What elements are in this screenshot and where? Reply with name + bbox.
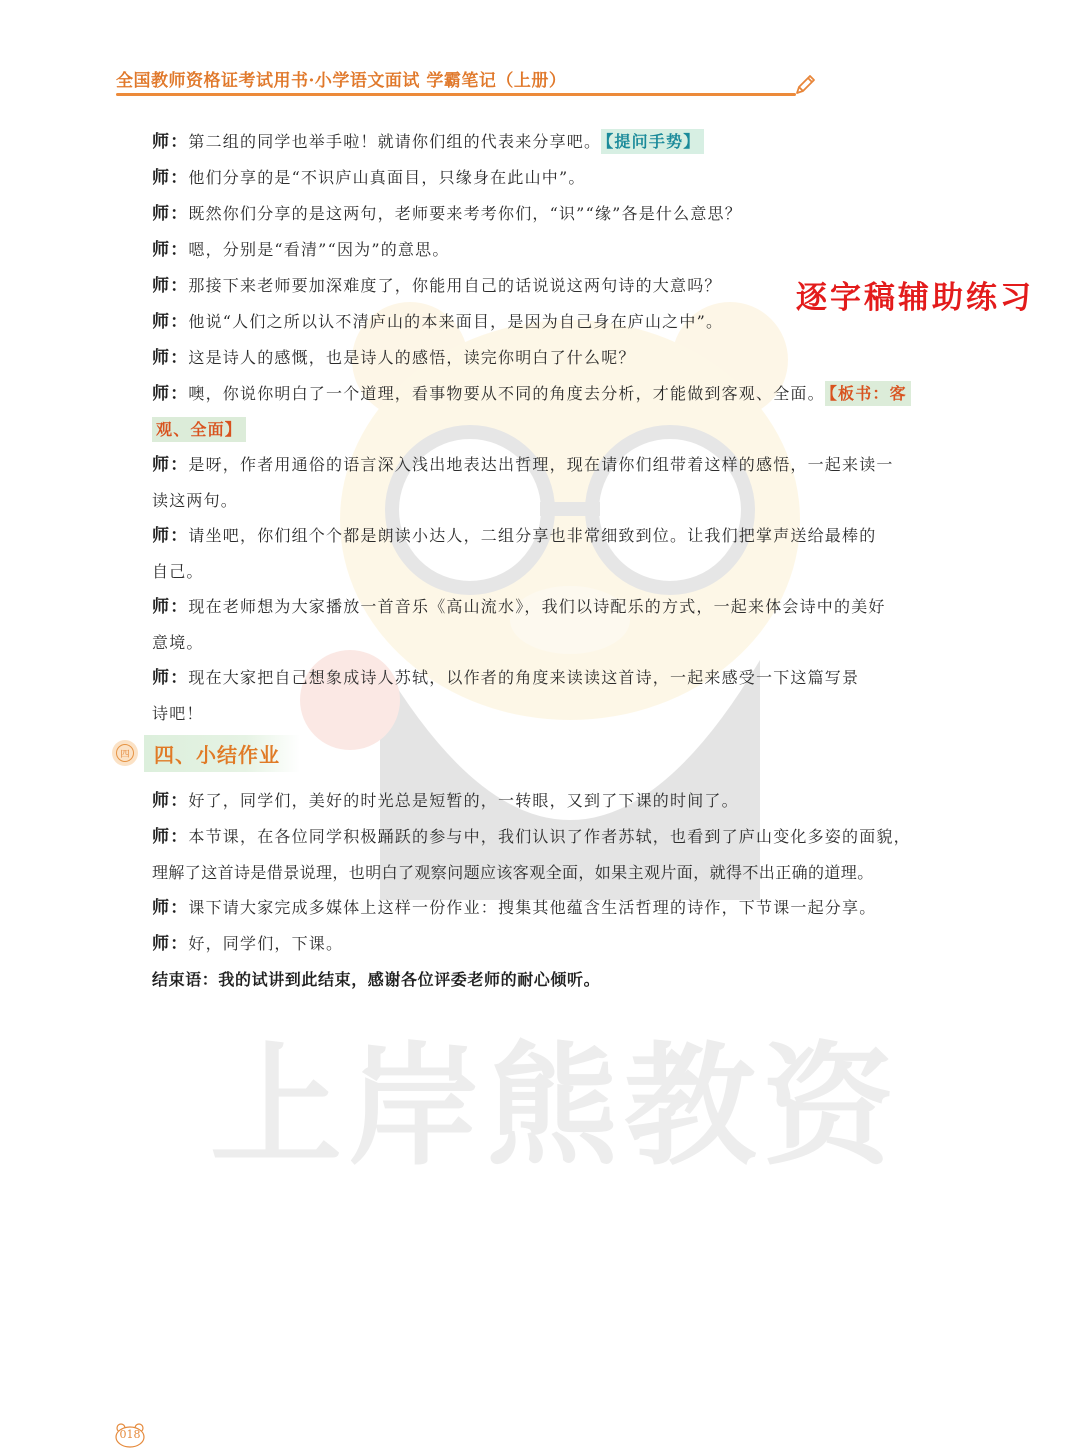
speaker-label: 师： [152,898,189,918]
dialogue-line-cont: 读这两句。 [152,491,239,510]
pencil-icon [792,72,818,98]
speaker-label: 师： [152,204,189,224]
speaker-label: 师： [152,132,189,152]
line-text: 好了，同学们，美好的时光总是短暂的，一转眼，又到了下课的时间了。 [188,791,739,810]
speaker-label: 师： [152,791,189,811]
speaker-label: 师： [152,168,189,188]
dialogue-line-cont: 意境。 [152,633,204,652]
section-title-bar [144,735,300,772]
speaker-label: 师： [152,384,189,404]
dialogue-line [152,589,962,625]
handwritten-note: 逐字稿辅助练习 [796,280,1034,316]
dialogue-line-cont: 诗吧！ [152,704,204,723]
speaker-label: 师： [152,276,189,296]
line-text: 嗯，分别是“看清”“因为”的意思。 [188,240,450,259]
dialogue-line [152,124,962,160]
line-text: 噢，你说你明白了一个道理，看事物要从不同的角度去分析，才能做到客观、全面。 [188,384,825,403]
speaker-label: 师： [152,668,189,688]
line-text: 他说“人们之所以认不清庐山的本来面目，是因为自己身在庐山之中”。 [188,312,724,331]
header-rule [116,93,796,96]
speaker-label: 师： [152,526,189,546]
dialogue-line-cont: 理解了这首诗是借景说理，也明白了观察问题应该客观全面，如果主观片面，就得不出正确的道理。 [152,863,874,882]
dialogue-line-cont [152,412,962,447]
dialogue-line [152,518,962,554]
speaker-label: 师： [152,934,189,954]
line-text: 请坐吧，你们组个个都是朗读小达人，二组分享也非常细致到位。让我们把掌声送给最棒的 [188,526,877,545]
speaker-label: 师： [152,240,189,260]
dialogue-line [152,232,962,268]
speaker-label: 师： [152,455,189,475]
section-badge-icon [112,740,138,766]
speaker-label: 师： [152,827,189,847]
dialogue-top [152,124,962,731]
line-text: 第二组的同学也举手啦！就请你们组的代表来分享吧。 [188,132,602,151]
dialogue-line [152,926,962,962]
line-text: 他们分享的是“不识庐山真面目，只缘身在此山中”。 [188,168,586,187]
dialogue-line [152,783,962,819]
line-text: 这是诗人的感慨，也是诗人的感悟，读完你明白了什么呢？ [188,348,636,367]
board-tag: 【板书：客 [825,381,911,406]
dialogue-bottom [152,783,962,997]
dialogue-line [152,304,962,340]
line-text: 现在老师想为大家播放一首音乐《高山流水》，我们以诗配乐的方式，一起来体会诗中的美好 [188,597,886,616]
dialogue-line [152,268,962,304]
watermark-text: 上岸熊教资 [210,1030,900,1184]
speaker-label: 师： [152,312,189,332]
line-text: 既然你们分享的是这两句，老师要来考考你们，“识”“缘”各是什么意思？ [188,204,742,223]
speaker-label: 师： [152,348,189,368]
section-title: 四、小结作业 [154,742,280,767]
dialogue-line [152,890,962,926]
dialogue-line [152,160,962,196]
action-tag: 【提问手势】 [601,129,704,154]
closing-remark: 结束语：我的试讲到此结束，感谢各位评委老师的耐心倾听。 [152,970,601,989]
line-text: 是呀，作者用通俗的语言深入浅出地表达出哲理，现在请你们组带着这样的感悟，一起来读一 [188,455,894,474]
board-tag-cont: 观、全面】 [152,417,246,442]
line-text: 那接下来老师要加深难度了，你能用自己的话说说这两句诗的大意吗？ [188,276,722,295]
dialogue-line-cont: 自己。 [152,562,204,581]
page-number-badge [114,1422,146,1448]
section-badge-number: 四 [116,744,134,762]
dialogue-line [152,196,962,232]
page-number: 018 [119,1428,141,1441]
line-text: 课下请大家完成多媒体上这样一份作业：搜集其他蕴含生活哲理的诗作，下节课一起分享。 [188,898,877,917]
line-text: 本节课，在各位同学积极踊跃的参与中，我们认识了作者苏轼，也看到了庐山变化多姿的面貌， [188,827,911,846]
dialogue-line [152,340,962,376]
dialogue-line [152,447,962,483]
header-title: 全国教师资格证考试用书·小学语文面试 学霸笔记（上册） [116,71,567,91]
section-heading [112,734,300,772]
dialogue-line [152,376,962,412]
speaker-label: 师： [152,597,189,617]
dialogue-line [152,819,962,855]
line-text: 好，同学们，下课。 [188,934,344,953]
line-text: 现在大家把自己想象成诗人苏轼，以作者的角度来读读这首诗，一起来感受一下这篇写景 [188,668,860,687]
dialogue-line [152,660,962,696]
